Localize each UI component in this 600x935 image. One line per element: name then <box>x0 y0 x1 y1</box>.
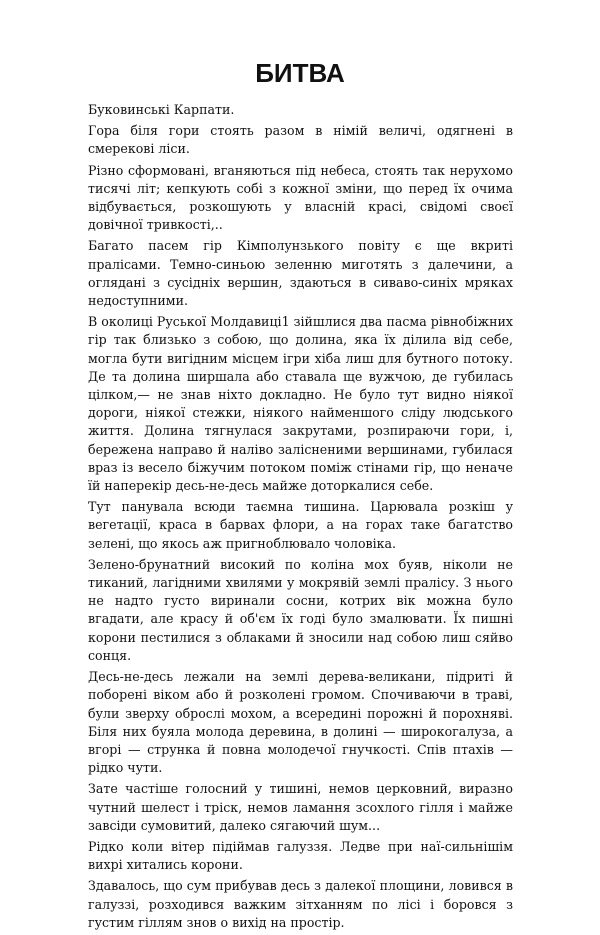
paragraph: Тут панувала всюди таємна тишина. Царювала розкіш у вегетації, краса в барвах флори, а на горах таке багатство зелені, що якось аж пригноблювало чоловіка. <box>88 499 513 551</box>
paragraph: Зелено-брунатний високий по коліна мох буяв, ніколи не тиканий, лагідними хвилями у мокрявій землі пралісу. З нього не надто густо виринали сосни, котрих вік можна було вгадати, але красу й об'єм їх годі було змалювати. Їх пишні корони пестилися з облаками й зносили над собою лиш сяйво сонця. <box>88 556 513 663</box>
document-body <box>88 101 513 935</box>
paragraph: Гора біля гори стоять разом в німій величі, одягнені в смерекові ліси. <box>88 123 513 157</box>
paragraph: В околиці Руської Молдавиці1 зійшлися два пасма рівнобіжних гір так близько з собою, що долина, яка їх ділила від себе, могла бути вигідним місцем ігри хіба лиш для бутного потоку. Де та долина ширшала або ставала ще вужчою, де губилась цілком,— не знав ніхто докладно. Не було тут видно ніякої дороги, ніякої стежки, ніякого найменшого сліду людського життя. Долина тягнулася закрутами, розпираючи гори, і, бережена направо й наліво залісненими вершинами, губилася враз із весело біжучим потоком поміж стінами гір, що неначе їй наперекір десь-не-десь майже доторкалися себе. <box>88 314 513 494</box>
page-title: БИТВА <box>255 58 345 88</box>
paragraph: Багато пасем гір Кімполунзького повіту є ще вкриті пралісами. Темно-синьою зеленню миготять з далечини, а оглядані з сусідніх вершин, здаються в сиваво-синіх мряках недоступними. <box>88 238 513 309</box>
paragraph: Різно сформовані, вганяються під небеса, стоять так нерухомо тисячі літ; кепкують собі з кожної зміни, що перед їх очима відбувається, розкошують у власній красі, свідомі своєї довічної тривкості,.. <box>88 162 513 233</box>
paragraph: Рідко коли вітер підіймав галуззя. Ледве при наї-сильнішім вихрі хитались корони. <box>88 838 513 873</box>
paragraph: Здавалось, що сум прибував десь з далекої площини, ловився в галуззі, розходився важким зітханням по лісі і боровся з густим гіллям знов о вихід на простір. <box>88 878 513 930</box>
paragraph: Зате частіше голосний у тишині, немов церковний, виразно чутний шелест і тріск, немов ламання зсохлого гілля і майже завсіди сумовитий, далеко сягаючий шум... <box>88 781 513 833</box>
paragraph: Десь-не-десь лежали на землі дерева-великани, підриті й поборені віком або й розколені громом. Спочиваючи в траві, були зверху оброслі мохом, а всередині порожні й порохняві. Біля них буяла молода деревина, в долині — широкогалуза, а вгорі — струнка й повна молодечої гнучкості. Спів птахів — рідко чути. <box>88 669 513 776</box>
paragraph: Буковинські Карпати. <box>88 102 235 117</box>
